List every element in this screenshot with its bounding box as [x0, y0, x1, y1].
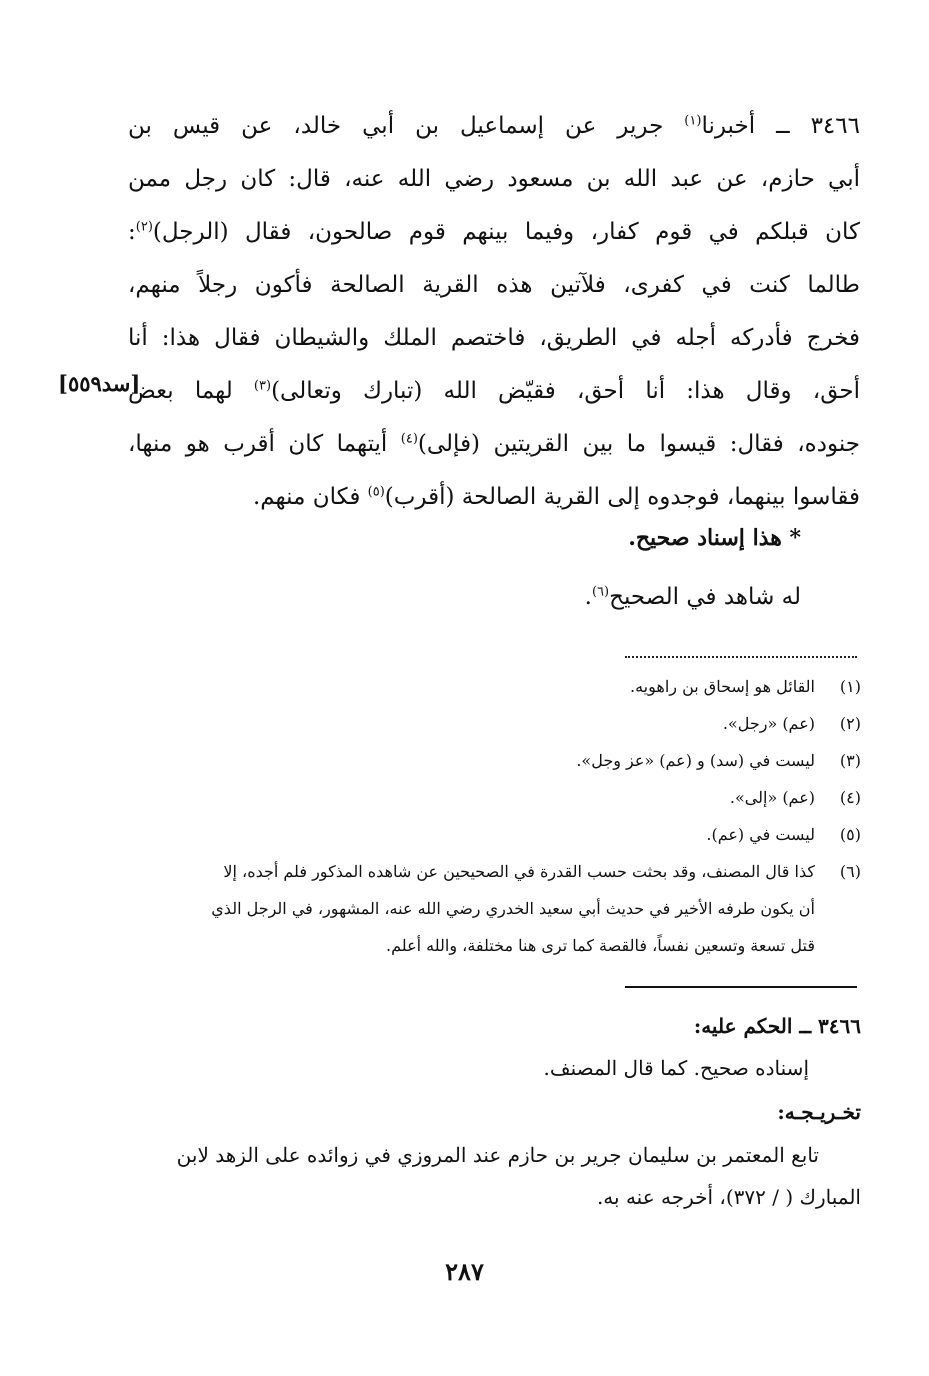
footnote-line: [386, 927, 861, 965]
footnote-text: قتل تسعة وتسعين نفساً، فالقصة كما ترى هنا مختلفة، والله أعلم.: [386, 936, 815, 955]
hadith-line-text-cont: جرير عن إسماعيل بن أبي خالد، عن قيس بن: [128, 113, 685, 139]
ruling-text: إسناده صحيح. كما قال المصنف.: [543, 1056, 809, 1080]
footnote-number: (٤): [839, 788, 861, 807]
footnote-number: (٢): [839, 714, 861, 733]
takhrij-line: تابع المعتمر بن سليمان جرير بن حازم عند المروزي في زوائده على الزهد لابن: [176, 1143, 819, 1167]
hadith-line: [128, 365, 860, 417]
hadith-line: [128, 259, 860, 311]
footnote-line: [223, 853, 861, 891]
footnote-text: ليست في (سد) و (عم) «عز وجل».: [576, 751, 815, 770]
hadith-line-text: جنوده، فقال: قيسوا ما بين القريتين (فإلى): [417, 431, 860, 457]
hadith-line: [128, 471, 860, 523]
footnote-separator: [625, 656, 857, 658]
footnote-number: (٥): [839, 825, 861, 844]
footnote-ref-6: (٦): [591, 584, 610, 600]
footnote-ref: (٣): [253, 378, 272, 394]
hadith-line: [128, 418, 860, 470]
footnote-number: (٣): [839, 751, 861, 770]
margin-reference: [سد٥٥٩]: [58, 371, 141, 396]
hadith-line: [128, 206, 860, 258]
takhrij-line: المبارك ( / ٣٧٢)، أخرجه عنه به.: [596, 1185, 861, 1209]
footnote-text: (عم) «رجل».: [722, 714, 815, 733]
ruling-heading: ٣٤٦٦ ــ الحكم عليه:: [693, 1014, 861, 1038]
hadith-line-text-cont: أيتهما كان أقرب هو منها،: [128, 431, 401, 457]
takhrij-heading: تخـريـجـه:: [777, 1100, 861, 1124]
hadith-line-text: ٣٤٦٦ ــ أخبرنا: [701, 113, 860, 139]
footnote-text: ليست في (عم).: [706, 825, 815, 844]
footnote-line: [630, 668, 861, 706]
hadith-line: [128, 100, 860, 152]
footnote-ref: (٢): [135, 219, 153, 235]
footnote-text: كذا قال المصنف، وقد بحثت حسب القدرة في الصحيحين عن شاهده المذكور فلم أجده، إلا: [223, 862, 815, 881]
footnote-line: [576, 742, 861, 780]
witness-end: .: [584, 584, 592, 610]
footnote-ref: (١): [684, 113, 702, 129]
section-rule: [625, 986, 857, 988]
hadith-line-text: أحق، وقال هذا: أنا أحق، فقيّض الله (تبارك وتعالى): [271, 378, 860, 404]
hadith-line-text-cont: :: [128, 219, 136, 245]
hadith-line-text: أبي حازم، عن عبد الله بن مسعود رضي الله عنه، قال: كان رجل ممن: [128, 166, 860, 192]
footnote-text: القائل هو إسحاق بن راهويه.: [630, 677, 815, 696]
footnote-ref: (٤): [400, 431, 418, 447]
footnote-text: (عم) «إلى».: [729, 788, 815, 807]
footnote-line: [723, 705, 861, 743]
footnote-number: (٦): [839, 862, 861, 881]
footnote-line: [211, 890, 861, 928]
footnote-line: [706, 816, 861, 854]
footnote-text: أن يكون طرفه الأخير في حديث أبي سعيد الخدري رضي الله عنه، المشهور، في الرجل الذي: [211, 899, 815, 918]
witness-text: له شاهد في الصحيح: [609, 584, 801, 610]
footnote-number: (١): [839, 677, 861, 696]
hadith-line: [128, 312, 860, 364]
hadith-line-text: فخرج فأدركه أجله في الطريق، فاختصم الملك والشيطان فقال هذا: أنا: [128, 325, 860, 351]
footnote-ref: (٥): [367, 484, 385, 500]
hadith-line-text: فقاسوا بينهما، فوجدوه إلى القرية الصالحة (أقرب): [384, 484, 860, 510]
hadith-line-text: كان قبلكم في قوم كفار، وفيما بينهم قوم صالحون، فقال (الرجل): [152, 219, 860, 245]
hadith-line-text-cont: فكان منهم.: [252, 484, 368, 510]
isnad-note: * هذا إسناد صحيح.: [628, 525, 801, 551]
witness-note: [585, 575, 801, 619]
page-number: ٢٨٧: [445, 1257, 484, 1286]
hadith-line-text: طالما كنت في كفرى، فلآتين هذه القرية الصالحة فأكون رجلاً منهم،: [128, 272, 860, 298]
hadith-line: [128, 153, 860, 205]
hadith-line-text-cont: لهما بعض: [128, 378, 254, 404]
footnote-line: [730, 779, 861, 817]
